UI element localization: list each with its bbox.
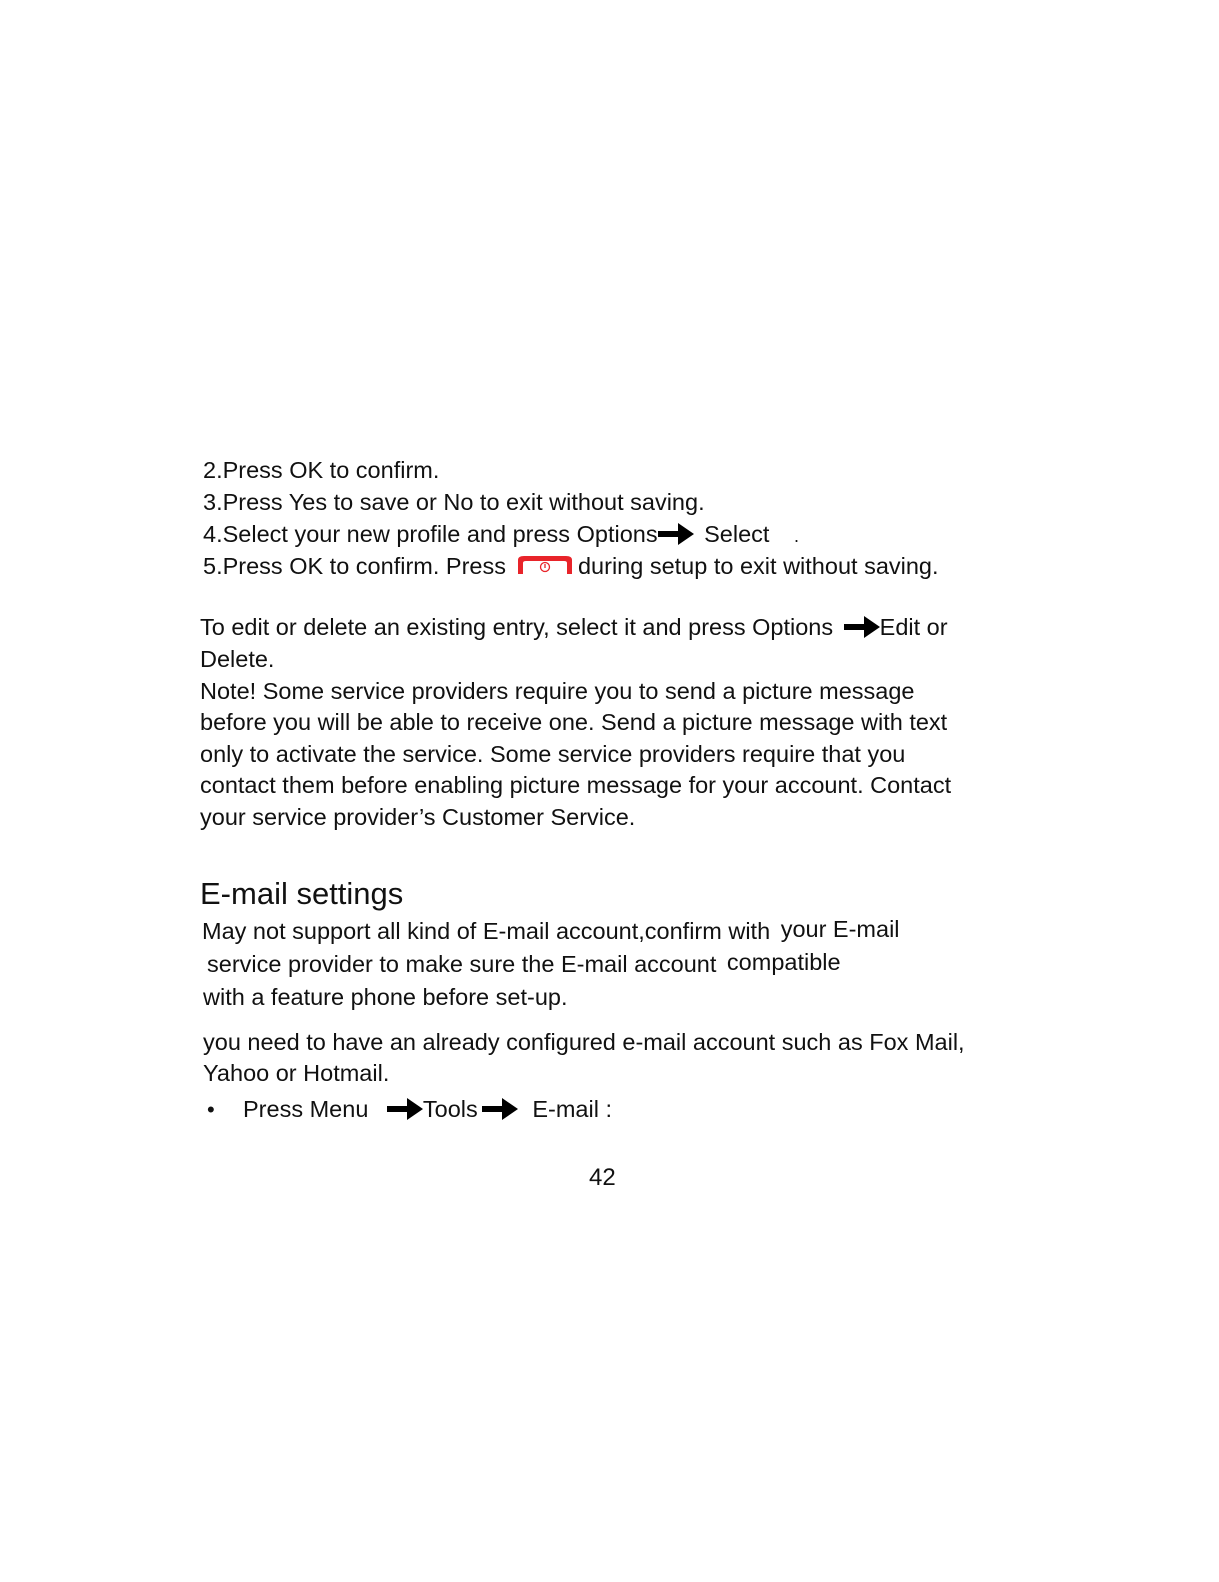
email-intro-line-2	[207, 949, 841, 979]
email-intro-line-3	[203, 982, 568, 1012]
nav-tools: Tools	[422, 1096, 478, 1122]
note-line-2	[200, 707, 947, 737]
note-text-4: contact them before enabling picture message for your account. Contact	[200, 772, 952, 798]
step-5-text-end: during setup to exit without saving.	[577, 553, 939, 579]
note-text-5: your service provider’s Customer Service.	[200, 804, 636, 830]
email-intro-text-3: with a feature phone before set-up.	[203, 984, 568, 1010]
step-4	[203, 519, 799, 551]
end-call-key-icon	[516, 554, 574, 576]
email-config-line-1	[203, 1027, 965, 1057]
step-5	[203, 551, 939, 581]
email-intro-text-2a: service provider to make sure the E-mail account	[207, 951, 717, 977]
nav-press-menu: Press Menu	[243, 1096, 369, 1122]
step-4-text: 4.Select your new profile and press Options	[203, 521, 658, 547]
step-2	[203, 455, 439, 485]
email-config-text-1: you need to have an already configured e-mail account such as Fox Mail,	[203, 1029, 965, 1055]
note-line-1	[200, 676, 915, 706]
nav-email: E-mail :	[532, 1096, 612, 1122]
note-text-1: Note! Some service providers require you to send a picture message	[200, 678, 915, 704]
note-line-3	[200, 739, 905, 769]
right-arrow-icon	[658, 523, 694, 545]
edit-paragraph-line-1	[200, 612, 948, 642]
note-line-4	[200, 770, 951, 800]
email-intro-text-1b: your E-mail	[780, 916, 900, 942]
right-arrow-icon	[844, 616, 880, 638]
edit-paragraph-edit-or: Edit or	[879, 614, 948, 640]
step-4-select: Select	[704, 521, 770, 547]
note-text-2: before you will be able to receive one. Send a picture message with text	[200, 709, 948, 735]
step-2-text: 2.Press OK to confirm.	[203, 457, 440, 483]
email-nav-path	[243, 1094, 612, 1124]
page-number: 42	[589, 1164, 616, 1191]
email-config-text-2: Yahoo or Hotmail.	[203, 1060, 390, 1086]
email-intro-text-1a: May not support all kind of E-mail account,confirm with	[202, 918, 771, 944]
right-arrow-icon	[387, 1098, 423, 1120]
edit-paragraph-text: To edit or delete an existing entry, select it and press Options	[200, 614, 834, 640]
step-5-text: 5.Press OK to confirm. Press	[203, 553, 506, 579]
email-settings-heading: E-mail settings	[200, 876, 404, 911]
bullet-marker: •	[207, 1097, 215, 1122]
step-3	[203, 487, 705, 517]
email-config-line-2	[203, 1058, 389, 1088]
note-line-5	[200, 802, 635, 832]
right-arrow-icon	[482, 1098, 518, 1120]
step-3-text: 3.Press Yes to save or No to exit without saving.	[203, 489, 705, 515]
note-text-3: only to activate the service. Some service providers require that you	[200, 741, 906, 767]
edit-paragraph-line-2	[200, 644, 274, 674]
email-intro-line-1	[202, 916, 900, 946]
email-intro-text-2b: compatible	[726, 949, 841, 975]
step-4-period: .	[793, 526, 799, 546]
edit-paragraph-delete: Delete.	[200, 646, 275, 672]
